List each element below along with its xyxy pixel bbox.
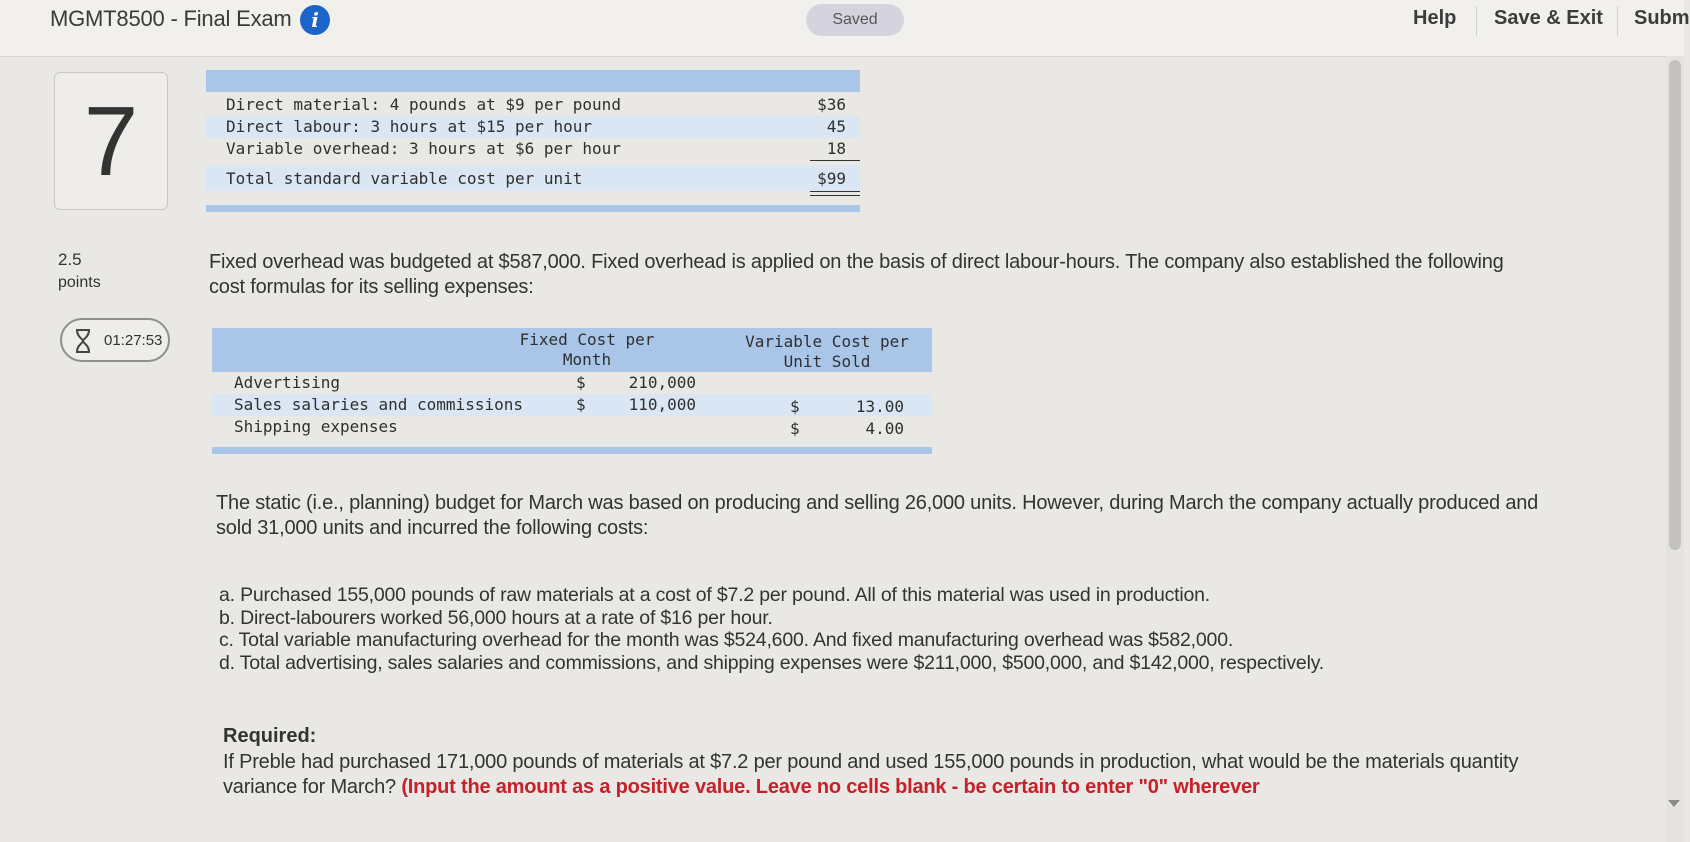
- required-heading: Required:: [223, 725, 317, 747]
- row-amount: 45: [826, 117, 846, 136]
- subtotal-rule: [810, 160, 860, 161]
- table-row: [212, 416, 932, 438]
- question-number: 7: [54, 72, 168, 210]
- required-text: If Preble had purchased 171,000 pounds of materials at $7.2 per pound and used 155,000 pounds in production, what would be the materials quantity variance for March?: [223, 751, 1519, 798]
- top-bar: [0, 0, 1690, 57]
- table-header: [206, 70, 860, 92]
- row-label: Advertising: [234, 373, 340, 392]
- col-header-fixed-line1: Fixed Cost per: [519, 330, 655, 349]
- list-item: b. Direct-labourers worked 56,000 hours at a rate of $16 per hour.: [219, 606, 773, 629]
- variable-currency: $: [790, 397, 800, 416]
- table-row: [212, 394, 932, 416]
- col-header-variable: [732, 332, 922, 372]
- row-label: Variable overhead: 3 hours at $6 per hour: [226, 139, 621, 158]
- points-value: 2.5: [58, 250, 82, 269]
- static-budget-paragraph: The static (i.e., planning) budget for March was based on producing and selling 26,000 units. However, during March the company actually produced and sold 31,000 units and incurred the following costs:: [216, 492, 1539, 539]
- table-row: [212, 372, 932, 394]
- col-header-variable-line2: Unit Sold: [783, 352, 871, 371]
- timer[interactable]: [60, 318, 170, 362]
- table-header: [212, 328, 932, 372]
- list-item: d. Total advertising, sales salaries and commissions, and shipping expenses were $211,000, $500,000, and $142,000, respectively.: [219, 651, 1325, 674]
- fixed-cost: 110,000: [628, 395, 696, 414]
- row-label: Total standard variable cost per unit: [226, 169, 583, 188]
- variable-cost: 4.00: [865, 419, 904, 438]
- hourglass-icon: [74, 329, 92, 353]
- incurred-costs-list: [219, 584, 1519, 674]
- info-icon[interactable]: i: [300, 5, 330, 35]
- saved-status-badge: Saved: [806, 4, 904, 36]
- fixed-currency: $: [576, 395, 586, 414]
- row-amount: 18: [826, 139, 846, 158]
- table-footer: [212, 447, 932, 454]
- selling-expense-table: [212, 328, 932, 456]
- variable-currency: $: [790, 419, 800, 438]
- help-button[interactable]: Help: [1413, 7, 1457, 29]
- row-label: Shipping expenses: [234, 417, 398, 436]
- standard-cost-table: [206, 70, 860, 215]
- fixed-currency: $: [576, 373, 586, 392]
- col-header-variable-line1: Variable Cost per: [745, 332, 909, 351]
- row-label: Direct labour: 3 hours at $15 per hour: [226, 117, 593, 136]
- row-label: Sales salaries and commissions: [234, 395, 523, 414]
- row-amount: $36: [817, 95, 846, 114]
- col-header-fixed-line2: Month: [562, 350, 612, 369]
- fixed-cost: 210,000: [628, 373, 696, 392]
- table-footer: [206, 205, 860, 212]
- scrollbar-thumb[interactable]: [1669, 60, 1681, 550]
- divider: [1476, 6, 1477, 36]
- table-row: [206, 94, 860, 116]
- submit-button[interactable]: Subm: [1634, 7, 1690, 29]
- variable-cost: 13.00: [855, 397, 904, 416]
- fixed-overhead-paragraph: Fixed overhead was budgeted at $587,000. Fixed overhead is applied on the basis of direct labour-hours. The company also established the following cost formulas for its selling expenses:: [209, 251, 1504, 298]
- required-instruction-note: (Input the amount as a positive value. Leave no cells blank - be certain to enter "0" wherever: [401, 776, 1260, 798]
- save-exit-button[interactable]: Save & Exit: [1494, 7, 1603, 29]
- list-item: a. Purchased 155,000 pounds of raw materials at a cost of $7.2 per pound. All of this material was used in production.: [219, 584, 1211, 606]
- row-amount: $99: [817, 169, 846, 188]
- table-row: [206, 138, 860, 160]
- exam-title: MGMT8500 - Final Exam: [50, 6, 292, 31]
- scroll-down-icon[interactable]: [1668, 800, 1680, 807]
- col-header-fixed: [512, 330, 662, 370]
- required-paragraph: [223, 750, 1563, 800]
- table-row: [206, 165, 860, 191]
- divider: [1617, 6, 1618, 36]
- table-row: [206, 116, 860, 138]
- row-label: Direct material: 4 pounds at $9 per pound: [226, 95, 621, 114]
- points-label: points: [58, 274, 101, 291]
- list-item: c. Total variable manufacturing overhead for the month was $524,600. And fixed manufacturing overhead was $582,000.: [219, 629, 1234, 651]
- total-double-rule: [810, 191, 860, 196]
- timer-value: 01:27:53: [104, 332, 163, 349]
